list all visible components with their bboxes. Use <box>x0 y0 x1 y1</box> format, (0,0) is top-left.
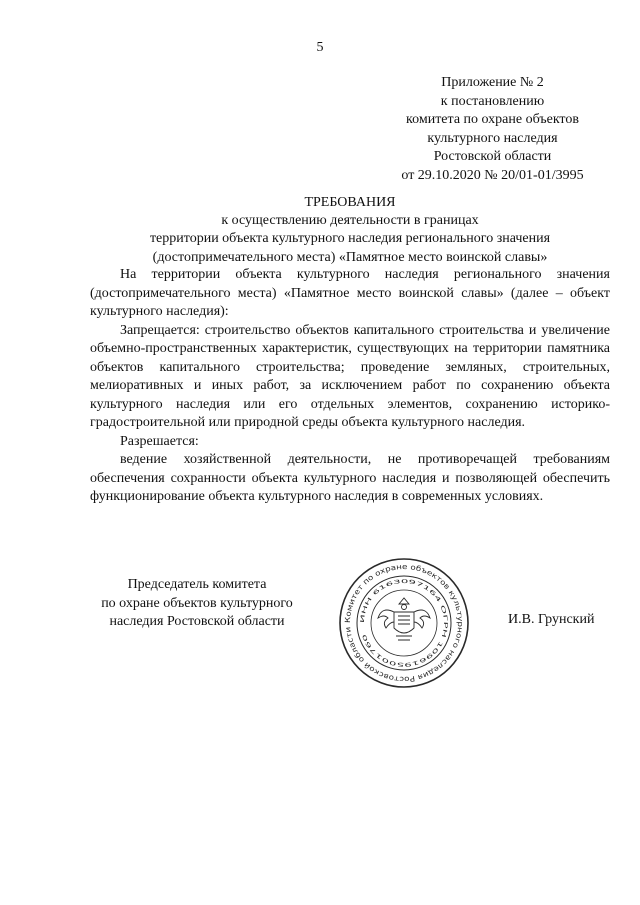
official-seal <box>336 556 472 690</box>
appendix-line: от 29.10.2020 № 20/01-01/3995 <box>401 167 584 183</box>
appendix-line: комитета по охране объектов <box>406 112 579 128</box>
seal-outer-ring <box>340 559 468 687</box>
appendix-block <box>380 74 605 186</box>
appendix-line: Ростовской области <box>433 149 552 165</box>
appendix-line: культурного наследия <box>427 130 558 146</box>
document-body <box>90 266 610 507</box>
permitted-paragraph: ведение хозяйственной деятельности, не противоречащей требованиям обеспечения сохранности объекта культурного наследия и позволяющей обеспечить функционирование объекта культурного наследия в современных условиях. <box>90 452 610 504</box>
title-heading: ТРЕБОВАНИЯ <box>304 195 396 210</box>
title-line: территории объекта культурного наследия регионального значения <box>149 231 551 247</box>
permitted-heading: Разрешается: <box>120 433 199 449</box>
document-title <box>90 194 610 267</box>
appendix-line: Приложение № 2 <box>441 75 544 90</box>
intro-paragraph: На территории объекта культурного наследия регионального значения (достопримечательного места) «Памятное место воинской славы» (далее – объект культурного наследия): <box>90 267 610 319</box>
position-line: наследия Ростовской области <box>109 614 285 629</box>
position-line: по охране объектов культурного <box>101 595 293 611</box>
position-line: Председатель комитета <box>127 577 267 592</box>
signatory-position <box>92 576 302 632</box>
seal-inner-text: ИНН 6163097164 ОГРН 1096195001760 <box>359 578 449 668</box>
page-number: 5 <box>316 40 324 55</box>
title-line: к осуществлению деятельности в границах <box>221 213 479 229</box>
prohibited-paragraph: Запрещается: строительство объектов капитального строительства и увеличение объемно-пространственных характеристик, существующих на территории памятника объектов капитального строительства; проведение земляных, строительных, мелиоративных и иных работ, за исключением работ по сохранению объекта культурного наследия или его отдельных элементов, сохранению историко-градостроительной или природной среды объекта культурного наследия. <box>90 322 610 430</box>
signatory-name: И.В. Грунский <box>508 612 595 627</box>
title-line: (достопримечательного места) «Памятное место воинской славы» <box>152 249 548 265</box>
seal-inner-ring <box>371 590 437 656</box>
appendix-line: к постановлению <box>440 93 545 109</box>
coat-of-arms-icon <box>378 598 430 640</box>
seal-outer-text: Комитет по охране объектов культурного наследия Ростовской области <box>342 561 466 685</box>
